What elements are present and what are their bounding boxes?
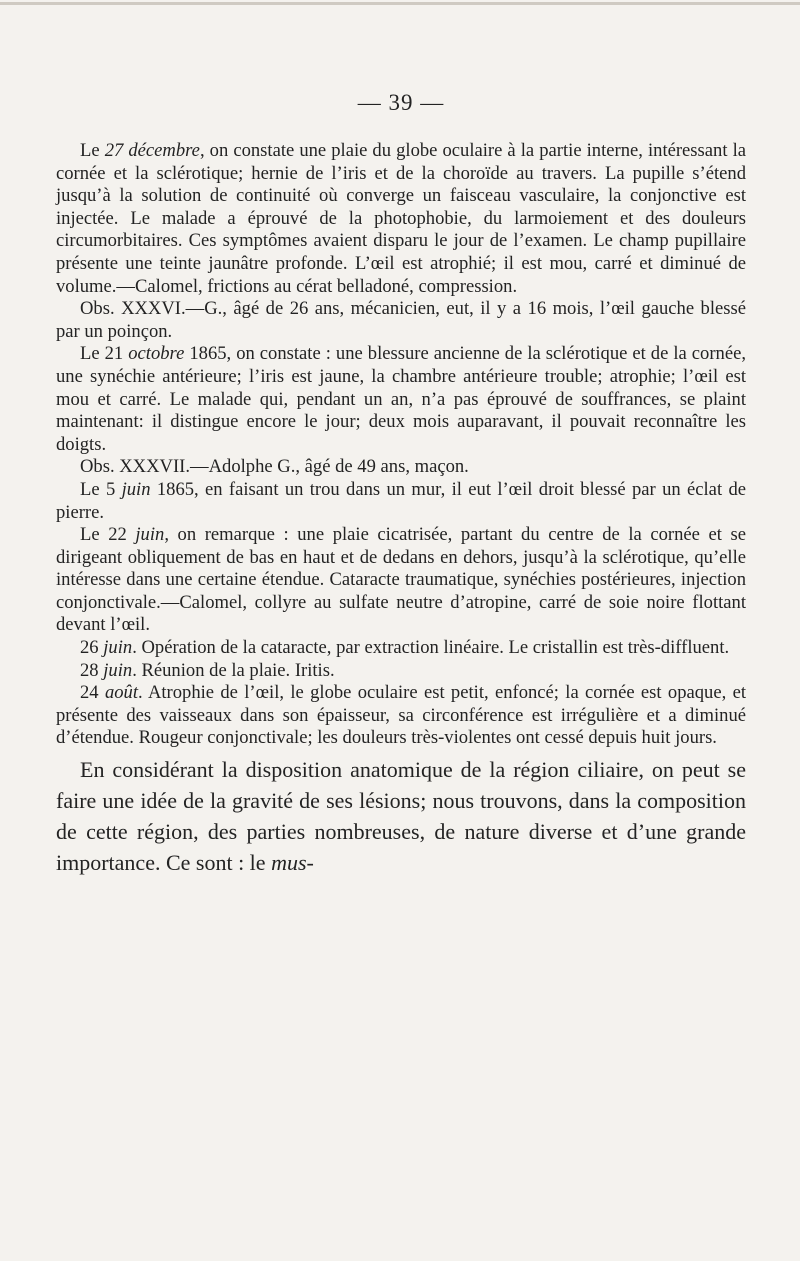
- document-page: [56, 90, 746, 878]
- paragraph-text: 1865, en faisant un trou dans un mur, il eut l’œil droit blessé par un éclat de pierre.: [56, 478, 746, 523]
- paragraph-5: [56, 479, 746, 524]
- paragraph-8: [56, 660, 746, 683]
- paragraph-text: . Atrophie de l’œil, le globe oculaire est petit, enfoncé; la cornée est opaque, et présente des vaisseaux dans son épaisseur, sa circonférence est irrégulière et a diminué d’étendue. Rougeur conjonctivale; les douleurs très-violentes ont cessé depuis huit jours.: [56, 682, 747, 749]
- closing-trailing-italic: mus-: [271, 850, 314, 876]
- closing-paragraph: [56, 754, 746, 878]
- paragraph-text: 1865, on constate : une blessure ancienne de la sclérotique et de la cornée, une synéchie antérieure; l’iris est jaune, la chambre antérieure trouble; atrophie; l’œil est mou et carré. Le malade qui, pendant un an, n’a pas éprouvé de souffrances, se plaint maintenant: il distingue encore le jour; deux mois auparavant, il pouvait reconnaître les doigts.: [56, 343, 746, 455]
- paragraph-date: août: [104, 682, 138, 704]
- closing-text: En considérant la disposition anatomique de la région ciliaire, on peut se faire une idée de la gravité de ses lésions; nous trouvons, dans la composition de cette région, des parties nombreuses, de nature diverse et d’une grande importance. Ce sont : le: [56, 757, 746, 876]
- paragraph-date: 27 décembre: [104, 140, 200, 161]
- paragraph-date: juin: [103, 637, 133, 659]
- paragraph-date: juin: [103, 659, 133, 681]
- paragraph-prefix: Le: [80, 140, 105, 161]
- paragraph-prefix: Le 22: [80, 524, 136, 546]
- body-text: [56, 140, 746, 750]
- paragraph-date: octobre: [128, 343, 185, 365]
- paragraph-text: Obs. XXXVI.—G., âgé de 26 ans, mécanicien, eut, il y a 16 mois, l’œil gauche blessé par un poinçon.: [56, 298, 746, 342]
- paragraph-2: [56, 298, 746, 343]
- paragraph-9: [56, 682, 746, 750]
- paragraph-prefix: Le 21: [80, 343, 129, 365]
- paragraph-1: [56, 140, 746, 298]
- paragraph-text: Obs. XXXVII.—Adolphe G., âgé de 49 ans, maçon.: [80, 456, 469, 478]
- page-number: — 39 —: [357, 90, 445, 115]
- closing-section: [56, 754, 746, 878]
- paragraph-text: , on remarque : une plaie cicatrisée, partant du centre de la cornée et se dirigeant obliquement de bas en haut et de dedans en dehors, jusqu’à la sclérotique, qu’elle intéresse dans une certaine étendue. Cataracte traumatique, synéchies postérieures, injection conjonctivale.—Calomel, collyre au sulfate neutre d’atropine, carré de soie noire flottant devant l’œil.: [56, 524, 746, 636]
- paragraph-text: . Opération de la cataracte, par extraction linéaire. Le cristallin est très-diffluent.: [132, 637, 730, 659]
- paragraph-6: [56, 524, 746, 637]
- paragraph-3: [56, 343, 746, 456]
- paragraph-7: [56, 637, 746, 660]
- paragraph-prefix: Le 5: [80, 478, 122, 500]
- page-top-edge: [0, 2, 800, 5]
- paragraph-prefix: 26: [80, 637, 104, 659]
- paragraph-text: , on constate une plaie du globe oculaire à la partie interne, intéressant la cornée et la sclérotique; hernie de l’iris et de la choroïde au travers. La pupille s’étend jusqu’à la solution de continuité où converge un faisceau vasculaire, la conjonctive est injectée. Le malade a éprouvé de la photophobie, du larmoiement et des douleurs circumorbitaires. Ces symptômes avaient disparu le jour de l’examen. Le champ pupillaire présente une teinte jaunâtre profonde. L’œil est atrophié; il est mou, carré et diminué de volume.—Calomel, frictions au cérat belladoné, compression.: [56, 140, 746, 297]
- paragraph-text: . Réunion de la plaie. Iritis.: [132, 659, 335, 681]
- paragraph-date: juin: [135, 524, 165, 546]
- paragraph-prefix: 24: [80, 682, 105, 704]
- paragraph-4: [56, 456, 746, 479]
- paragraph-prefix: 28: [80, 659, 104, 681]
- paragraph-date: juin: [121, 478, 151, 500]
